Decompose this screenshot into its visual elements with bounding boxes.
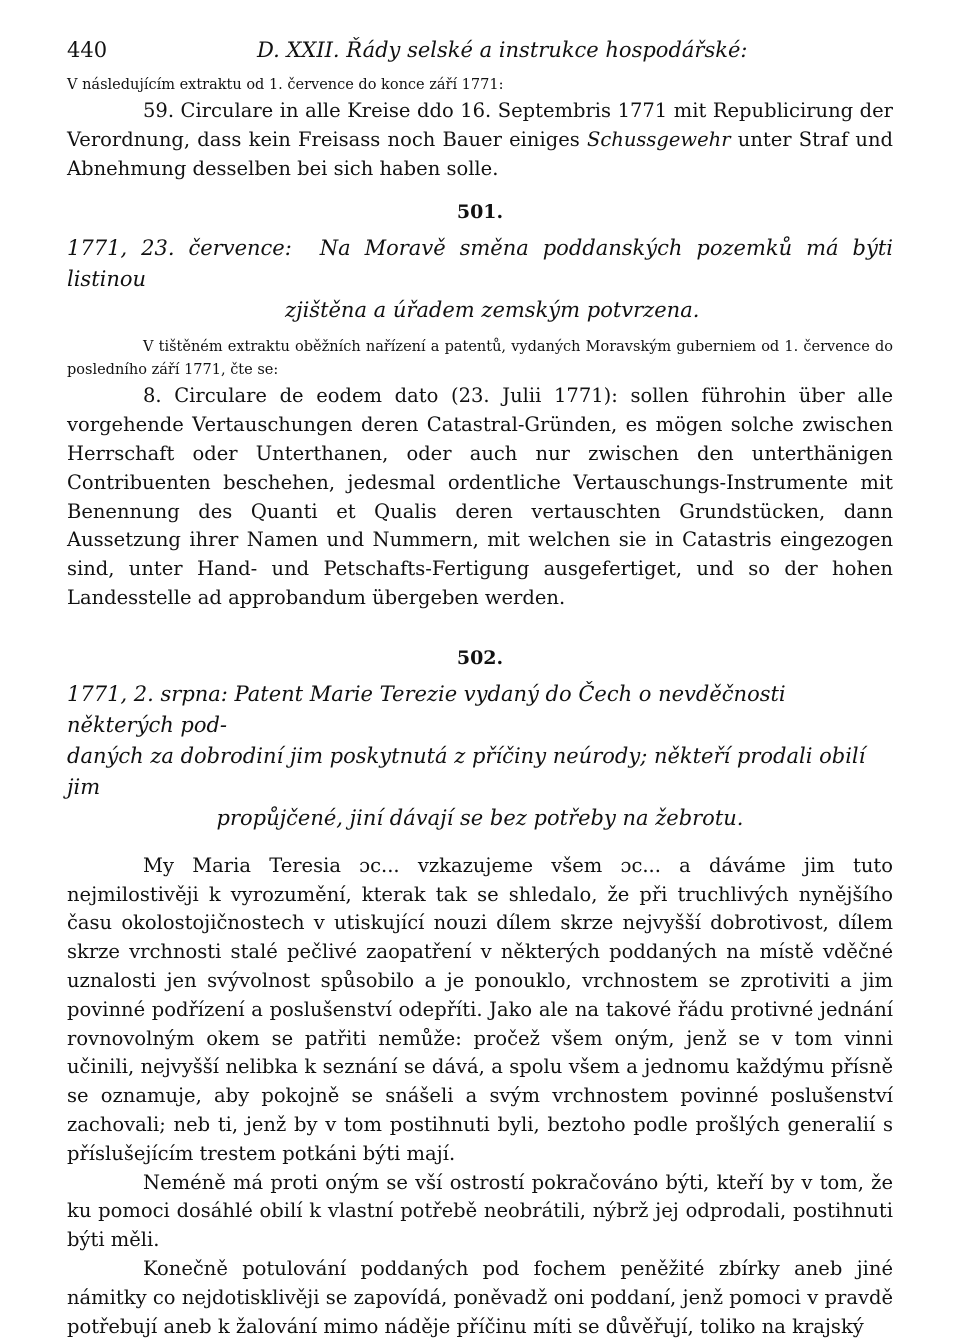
paragraph-59-prefix: 59. Circulare in alle Kreise ddo 16. Septembris 1771 mit Republicirung der Verordnung, dass kein Freisass noch Bauer einiges (67, 99, 893, 151)
section-501-date: 1771, 23. července: (67, 236, 292, 261)
paragraph-502-1: My Maria Teresia ɔc... vzkazujeme všem ɔc... a dáváme jim tuto nejmilostivěji k vyrozumění, kterak tak se shledalo, že při truchlivých nynějšího času okolostojičnostech v utiskující nouzi dílem skrze nejvyšší dobrotivost, dílem skrze vrchnosti stalé pečlivé zaopatření v některých poddaných na místě vděčné uznalosti jen svývolnost spůsobilo a je ponouklo, vrchnostem se zprotiviti a jim povinné podřízení a poslušenství odepříti. Jako ale na takové řádu protivné jednání rovnovolným okem se patřiti nemůže: pročež všem oným, jenž se v tom vinni učinili, nejvyšší nelibka k seznání se dává, a spolu všem a jednomu každýmu přísně se oznamuje, aby pokojně se snášeli a svým vrchnostem povinné poslušenství zachovali; neb ti, jenž by v tom postihnuti byli, beztoho podle prošlých generalií s příslušejícím trestem potkáni býti mají. (67, 853, 893, 1165)
section-501-heading-line2: zjištěna a úřadem zemským potvrzena. (285, 298, 700, 323)
paragraph-502-3: Konečně potulování poddaných pod fochem peněžité zbírky aneb jiné námitky co nejdotisklivěji se zapovídá, poněvadž oni poddaní, jenž pomoci v pravdě potřebují aneb k žalování mimo náděje příčinu míti se důvěřují, toliko na krajský (67, 1256, 893, 1338)
section-502-heading-line1: 1771, 2. srpna: Patent Marie Terezie vydaný do Čech o nevděčnosti některých pod- (67, 681, 786, 737)
source-note-501: V tištěném extraktu oběžních nařízení a patentů, vydaných Moravským guberniem od 1. července do posledního září 1771, čte se: (67, 339, 893, 379)
section-502-heading-line3: propůjčené, jiní dávají se bez potřeby na žebrotu. (216, 805, 744, 830)
paragraph-502-2: Neméně má proti oným se vší ostrostí pokračováno býti, kteří by v tom, že ku pomoci dosáhlé obilí k vlastní potřebě neobrátili, nýbrž jej odprodali, postihnuti býti měli. (67, 1170, 893, 1252)
document-page (67, 38, 893, 1341)
paragraph-59 (67, 97, 893, 183)
section-502-heading-line2: daných za dobrodiní jim poskytnutá z příčiny neúrody; někteří prodali obilí jim (67, 743, 866, 799)
paragraph-59-italic: Schussgewehr (586, 127, 731, 151)
section-501-heading (67, 233, 893, 295)
section-501-heading-line1: Na Moravě směna poddanských pozemků má býti listinou (67, 236, 893, 292)
paragraph-501: 8. Circulare de eodem dato (23. Julii 1771): sollen führohin über alle vorgehende Vertauschungen deren Catastral-Gründen, es mögen solche zwischen Herrschaft oder Unterthanen, oder auch nur zwischen den unterthänigen Contribuenten beschehen, jedesmal ordentliche Vertauschungs-Instrumente mit Benennung des Quanti et Qualis deren vertauschten Grundstücken, dann Aussetzung ihrer Namen und Nummern, mit welchen sie in Catastris eingezogen sind, unter Hand- und Petschafts-Fertigung ausgefertiget, und so der hohen Landesstelle ad approbandum übergeben werden. (67, 384, 893, 609)
running-title: D. XXII. Řády selské a instrukce hospodářské: (257, 38, 748, 62)
paragraph-59-suffix: unter Straf und Abnehmung desselben bei sich haben solle. (67, 127, 893, 180)
section-number-501: 501. (456, 201, 504, 224)
section-number-502: 502. (456, 646, 504, 669)
page-number: 440 (67, 38, 108, 62)
source-note-1: V následujícím extraktu od 1. července do konce září 1771: (67, 77, 504, 93)
running-header (67, 38, 893, 74)
